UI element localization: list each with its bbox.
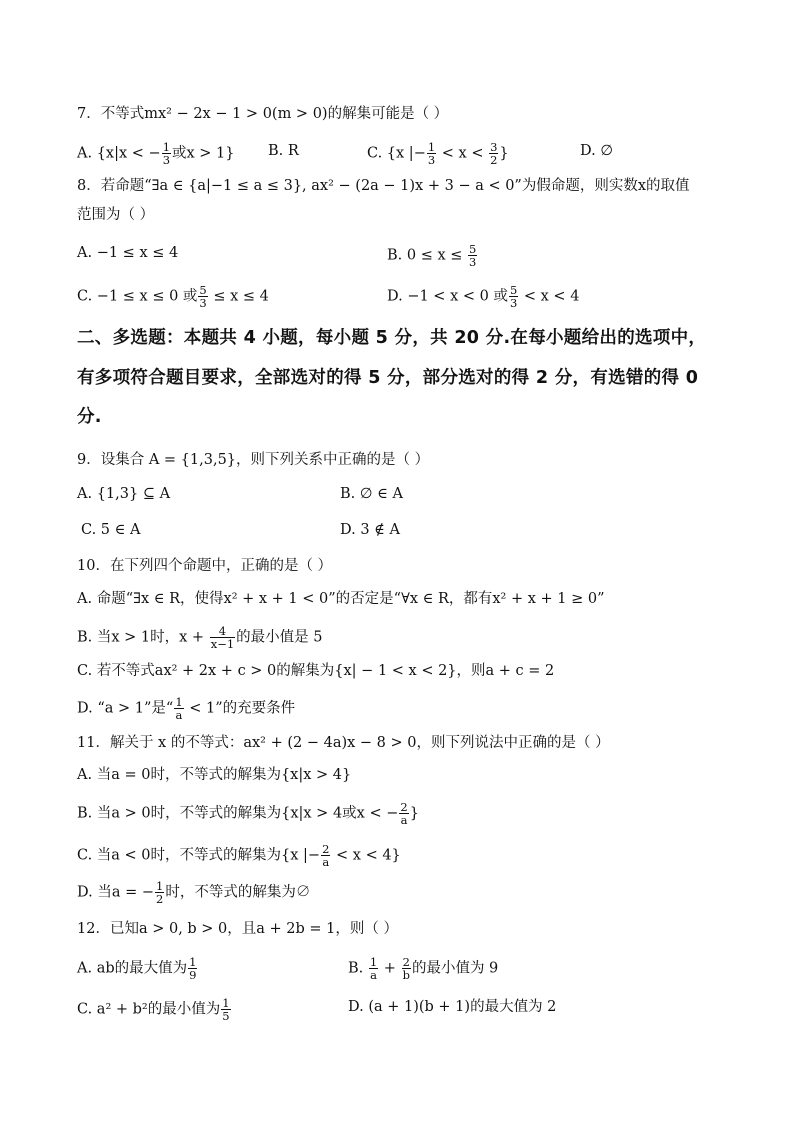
q7-option-a: A. {x|x < − $\frac{1}{3}$ 或x > 1}: [77, 140, 235, 167]
q12-stem: 12．已知a > 0, b > 0，且a + 2b = 1，则（ ）: [77, 921, 399, 937]
q12-option-c: C. a² + b²的最小值为 $\frac{1}{5}$: [77, 996, 230, 1023]
q10-option-a: A. 命题“∃x ∈ R，使得x² + x + 1 < 0”的否定是“∀x ∈ R，都有x² + x + 1 ≥ 0”: [77, 591, 605, 607]
q8-option-b: B. 0 ≤ x ≤ $\frac{5}{3}$: [387, 242, 477, 269]
q11-option-d: D. 当a = − $\frac{1}{2}$ 时，不等式的解集为∅: [77, 879, 311, 906]
q10-option-c: C. 若不等式ax² + 2x + c > 0的解集为{x| − 1 < x < 2}，则a + c = 2: [77, 663, 555, 679]
q8-option-a: A. −1 ≤ x ≤ 4: [77, 245, 179, 261]
q12-option-a: A. ab的最大值为 $\frac{1}{9}$: [77, 955, 197, 982]
q10-stem: 10．在下列四个命题中，正确的是（ ）: [77, 558, 333, 574]
q8-stem-cont: 范围为（ ）: [77, 207, 155, 223]
section-heading-line3: 分.: [77, 407, 102, 427]
q8-option-c: C. −1 ≤ x ≤ 0 或 $\frac{5}{3}$ ≤ x ≤ 4: [77, 283, 269, 310]
q7-option-c: C. {x |− $\frac{1}{3}$ < x < $\frac{3}{2}$ }: [367, 140, 509, 167]
q8-stem: 8．若命题“∃a ∈ {a|−1 ≤ a ≤ 3}, ax² − (2a − 1)x + 3 − a < 0”为假命题，则实数x的取值: [77, 178, 690, 194]
q10-option-d: D. “a > 1”是“ $\frac{1}{a}$ < 1”的充要条件: [77, 695, 296, 722]
q9-option-c: C. 5 ∈ A: [81, 522, 141, 538]
section-heading-line1: 二、多选题：本题共 4 小题，每小题 5 分，共 20 分.在每小题给出的选项中，: [77, 328, 707, 348]
q11-stem: 11．解关于 x 的不等式：ax² + (2 − 4a)x − 8 > 0，则下列说法中正确的是（ ）: [77, 735, 610, 751]
q8-option-d: D. −1 < x < 0 或 $\frac{5}{3}$ < x < 4: [387, 283, 580, 310]
q12-option-d: D. (a + 1)(b + 1)的最大值为 2: [348, 999, 557, 1015]
q7-stem: 7．不等式mx² − 2x − 1 > 0(m > 0)的解集可能是（ ）: [77, 106, 449, 122]
q9-stem: 9．设集合 A = {1,3,5}，则下列关系中正确的是（ ）: [77, 452, 430, 468]
q7-option-b: B. R: [268, 143, 299, 159]
q12-option-b: B. $\frac{1}{a}$ + $\frac{2}{b}$ 的最小值为 9: [348, 955, 499, 982]
q7-option-d: D. ∅: [580, 143, 613, 159]
q9-option-b: B. ∅ ∈ A: [340, 486, 403, 502]
q11-option-b: B. 当a > 0时，不等式的解集为{x|x > 4或x < − $\frac{2}{a}$ }: [77, 800, 419, 827]
q11-option-c: C. 当a < 0时，不等式的解集为{x |− $\frac{2}{a}$ < x < 4}: [77, 842, 401, 869]
section-heading-line2: 有多项符合题目要求，全部选对的得 5 分，部分选对的得 2 分，有选错的得 0: [77, 368, 699, 388]
q9-option-a: A. {1,3} ⊆ A: [77, 486, 171, 502]
q9-option-d: D. 3 ∉ A: [340, 522, 400, 538]
q11-option-a: A. 当a = 0时，不等式的解集为{x|x > 4}: [77, 767, 352, 783]
q10-option-b: B. 当x > 1时，x + $\frac{4}{x-1}$ 的最小值是 5: [77, 624, 323, 651]
